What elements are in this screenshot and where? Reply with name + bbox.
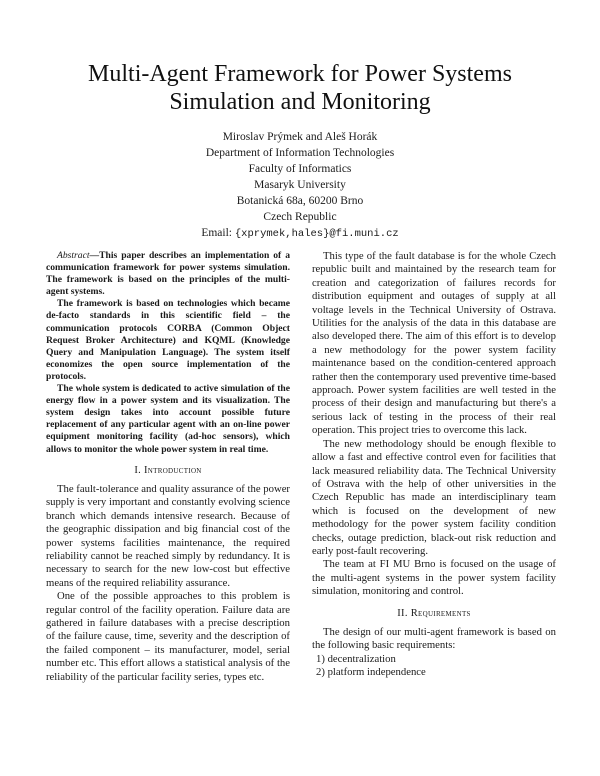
author-department: Department of Information Technologies: [205, 147, 395, 159]
requirements-list: [312, 653, 556, 680]
section-title: Introduction: [144, 464, 202, 476]
author-names: Miroslav Prýmek and Aleš Horák: [222, 131, 378, 143]
author-country: Czech Republic: [263, 211, 337, 223]
section-number: I.: [134, 464, 144, 476]
requirements-body: [312, 626, 556, 680]
author-faculty: Faculty of Informatics: [248, 163, 352, 175]
list-item: 2) platform independence: [316, 666, 426, 679]
intro-paragraph-2: One of the possible approaches to this problem is regular control of the facility operation. Failure data are gathered in failure databases with a precise description of the failure cause, time, severity and the description of the failed component – its manufacturer, model, serial number etc. This effort allows a statistical analysis of the reliability of the particular facility series, types etc.: [46, 590, 290, 683]
right-paragraph-2: The new methodology should be enough flexible to allow a fast and effective control even for facilities that lack measured reliability data. The Technical University of Ostrava with the help of other universities in the Czech Republic has made an interdisciplinary team which is focused on the development of new methodology for the power system facility condition checks, outage prediction, black-out risk reduction and early post-fault recovering.: [312, 437, 556, 557]
right-paragraph-1: This type of the fault database is for the whole Czech republic built and maintained by the research team for creation and categorization of failures records for distribution equipment and outages of supply at all voltage levels in the Technical University of Ostrava. Utilities for the analysis of the data in this database are also developed there. The aim of this effort is to develop a new methodology for the power system facility maintenance based on the condition-centered approach rather then the contemporary used preventive time-based approach. Power system facilities are well tested in the process of their design and manufacturing but there's a serious lack of testing in the process of their real operation. This project tries to overcome this lack.: [312, 250, 556, 437]
abstract-paragraph-2: The framework is based on technologies which became de-facto standards in this scientific field – the communication protocols CORBA (Common Object Request Broker Architecture) and KQML (Knowledge Query and Manipulation Language). The system itself economizes the open source implementation of the protocols.: [46, 298, 290, 382]
section-heading-introduction: [46, 464, 290, 477]
abstract-text-1: —This paper describes an implementation of a communication framework for power systems simulation. The framework is based on the principles of the multi-agent systems.: [46, 250, 290, 298]
email-label: Email:: [201, 227, 235, 239]
paper-title: [0, 60, 600, 116]
introduction-body: [46, 483, 290, 684]
list-item: 1) decentralization: [316, 652, 396, 665]
section-title: Requirements: [410, 607, 471, 619]
section-number: II.: [397, 607, 411, 619]
author-university: Masaryk University: [254, 179, 346, 191]
left-column: [46, 250, 290, 684]
author-email: [0, 225, 600, 242]
title-line-2: Simulation and Monitoring: [169, 89, 431, 115]
author-block: [0, 129, 600, 242]
abstract-paragraph-1: [46, 250, 290, 298]
section-heading-requirements: [312, 607, 556, 620]
right-column: [312, 250, 556, 680]
requirements-paragraph-1: The design of our multi-agent framework is based on the following basic requirements:: [312, 625, 556, 652]
email-address: {xprymek,hales}@fi.muni.cz: [234, 228, 399, 240]
abstract-paragraph-3: The whole system is dedicated to active simulation of the energy flow in a power system and its visualization. The system design takes into account possible future replacement of any particular agent with an on-line power equipment monitoring facility (ad-hoc sensors), which allows to monitor the whole power system in real time.: [46, 383, 290, 455]
right-paragraph-3: The team at FI MU Brno is focused on the usage of the multi-agent systems in the power system facility simulation, monitoring and control.: [312, 558, 556, 598]
abstract-lead: Abstract: [57, 250, 90, 261]
right-body: [312, 250, 556, 599]
title-line-1: Multi-Agent Framework for Power Systems: [88, 61, 512, 87]
intro-paragraph-1: The fault-tolerance and quality assurance of the power supply is very important and constantly evolving science branch which demands intensive research. Because of the geographic dissipation and big financial cost of the power systems facilities maintenance, the required reliability cannot be reached simply by redundancy. It is necessary to search for the new low-cost but effective means of the required reliability assurance.: [46, 483, 290, 589]
author-address: Botanická 68a, 60200 Brno: [236, 195, 364, 207]
abstract: [46, 250, 290, 456]
